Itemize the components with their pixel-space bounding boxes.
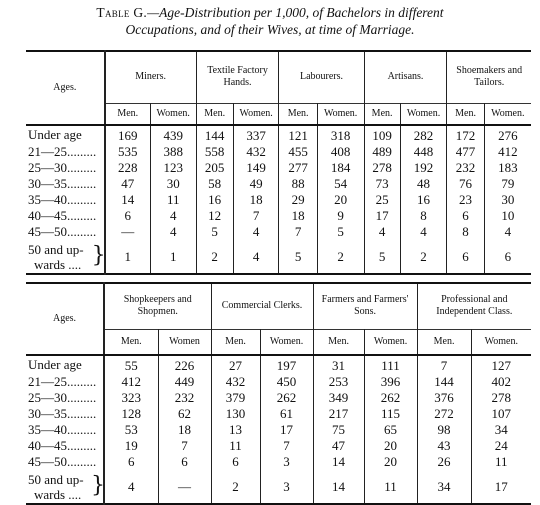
men-value-cell: 5	[364, 240, 400, 274]
row-label-line: wards ....	[34, 486, 82, 502]
men-value-cell: 172	[447, 125, 484, 144]
table-row	[26, 176, 531, 192]
men-value-cell: 455	[279, 144, 317, 160]
men-value-cell: 4	[104, 470, 158, 504]
men-value-cell: 376	[417, 390, 471, 406]
men-subheader: Men.	[211, 329, 260, 355]
women-value-cell: 48	[400, 176, 447, 192]
men-value-cell: 29	[279, 192, 317, 208]
table-row	[26, 192, 531, 208]
women-value-cell: 127	[471, 355, 531, 374]
women-value-cell: 7	[158, 438, 211, 454]
men-subheader: Men.	[447, 103, 484, 125]
table-row	[26, 224, 531, 240]
men-value-cell: 2	[211, 470, 260, 504]
women-value-cell: 10	[484, 208, 531, 224]
men-value-cell: 379	[211, 390, 260, 406]
women-value-cell: 3	[260, 470, 313, 504]
men-value-cell: 53	[104, 422, 158, 438]
men-value-cell: 14	[313, 470, 364, 504]
women-value-cell: 123	[150, 160, 196, 176]
men-value-cell: 47	[313, 438, 364, 454]
men-value-cell: 432	[211, 374, 260, 390]
men-subheader: Men.	[196, 103, 233, 125]
women-value-cell: 396	[364, 374, 417, 390]
men-subheader: Men.	[417, 329, 471, 355]
men-value-cell: 6	[105, 208, 151, 224]
men-value-cell: 8	[447, 224, 484, 240]
women-value-cell: 107	[471, 406, 531, 422]
group-header: Commercial Clerks.	[211, 283, 313, 329]
women-value-cell: 5	[317, 224, 364, 240]
row-label: 35—40.........	[28, 422, 97, 437]
table-row	[26, 208, 531, 224]
group-header: Farmers and Farmers' Sons.	[313, 283, 417, 329]
women-value-cell: 450	[260, 374, 313, 390]
men-value-cell: 323	[104, 390, 158, 406]
women-value-cell: 17	[471, 470, 531, 504]
men-value-cell: 19	[104, 438, 158, 454]
row-label	[26, 240, 105, 274]
men-value-cell: 558	[196, 144, 233, 160]
table-row	[26, 160, 531, 176]
women-value-cell: —	[158, 470, 211, 504]
women-value-cell: 65	[364, 422, 417, 438]
men-value-cell: 14	[105, 192, 151, 208]
men-value-cell: 26	[417, 454, 471, 470]
women-value-cell: 318	[317, 125, 364, 144]
women-value-cell: 262	[260, 390, 313, 406]
women-value-cell: 4	[233, 240, 279, 274]
women-value-cell: 4	[150, 208, 196, 224]
women-value-cell: 49	[233, 176, 279, 192]
women-value-cell: 276	[484, 125, 531, 144]
men-value-cell: 43	[417, 438, 471, 454]
brace-icon: }	[91, 473, 105, 498]
table-caption	[0, 4, 540, 38]
table-row	[26, 422, 531, 438]
men-value-cell: 272	[417, 406, 471, 422]
men-value-cell: 7	[417, 355, 471, 374]
table-row	[26, 390, 531, 406]
group-header: Textile Factory Hands.	[196, 51, 279, 103]
women-value-cell: 4	[233, 224, 279, 240]
men-value-cell: 55	[104, 355, 158, 374]
women-value-cell: 61	[260, 406, 313, 422]
row-label: 45—50.........	[28, 454, 97, 469]
group-header: Professional and Independent Class.	[417, 283, 531, 329]
women-value-cell: 16	[400, 192, 447, 208]
table-row	[26, 454, 531, 470]
men-value-cell: 217	[313, 406, 364, 422]
women-value-cell: 30	[150, 176, 196, 192]
women-value-cell: 1	[150, 240, 196, 274]
row-label: 30—35.........	[28, 176, 97, 191]
men-value-cell: 144	[417, 374, 471, 390]
women-value-cell: 18	[233, 192, 279, 208]
women-value-cell: 30	[484, 192, 531, 208]
women-value-cell: 432	[233, 144, 279, 160]
table-row	[26, 470, 531, 504]
men-value-cell: 7	[279, 224, 317, 240]
women-value-cell: 17	[260, 422, 313, 438]
women-value-cell: 11	[364, 470, 417, 504]
row-label-line: 50 and up-	[28, 241, 84, 257]
men-value-cell: 18	[279, 208, 317, 224]
brace-icon: }	[91, 243, 106, 268]
women-subheader: Women.	[260, 329, 313, 355]
row-label: 25—30.........	[28, 390, 97, 405]
men-value-cell: 6	[104, 454, 158, 470]
men-value-cell: 2	[196, 240, 233, 274]
group-header: Shoemakers and Tailors.	[447, 51, 531, 103]
ages-header: Ages.	[26, 51, 105, 125]
men-value-cell: 489	[364, 144, 400, 160]
group-header: Shopkeepers and Shopmen.	[104, 283, 211, 329]
women-value-cell: 2	[317, 240, 364, 274]
women-value-cell: 412	[484, 144, 531, 160]
men-value-cell: 277	[279, 160, 317, 176]
men-value-cell: —	[105, 224, 151, 240]
men-value-cell: 75	[313, 422, 364, 438]
women-value-cell: 282	[400, 125, 447, 144]
group-header: Artisans.	[364, 51, 447, 103]
women-value-cell: 402	[471, 374, 531, 390]
women-value-cell: 6	[158, 454, 211, 470]
men-subheader: Men.	[279, 103, 317, 125]
row-label: 30—35.........	[28, 406, 97, 421]
table-row	[26, 438, 531, 454]
women-value-cell: 8	[400, 208, 447, 224]
men-value-cell: 4	[364, 224, 400, 240]
table-row	[26, 355, 531, 374]
women-value-cell: 24	[471, 438, 531, 454]
men-value-cell: 31	[313, 355, 364, 374]
caption-line-1: —Age-Distribution per 1,000, of Bachelors in different	[147, 5, 444, 20]
women-subheader: Women.	[400, 103, 447, 125]
men-value-cell: 128	[104, 406, 158, 422]
men-value-cell: 76	[447, 176, 484, 192]
men-value-cell: 5	[196, 224, 233, 240]
women-value-cell: 232	[158, 390, 211, 406]
row-label: 21—25.........	[28, 144, 97, 159]
men-value-cell: 535	[105, 144, 151, 160]
men-value-cell: 6	[447, 208, 484, 224]
table-row	[26, 374, 531, 390]
women-value-cell: 3	[260, 454, 313, 470]
women-value-cell: 408	[317, 144, 364, 160]
men-value-cell: 412	[104, 374, 158, 390]
women-value-cell: 7	[260, 438, 313, 454]
men-value-cell: 130	[211, 406, 260, 422]
men-value-cell: 144	[196, 125, 233, 144]
men-value-cell: 73	[364, 176, 400, 192]
table-row	[26, 406, 531, 422]
women-value-cell: 149	[233, 160, 279, 176]
women-value-cell: 388	[150, 144, 196, 160]
men-value-cell: 205	[196, 160, 233, 176]
men-value-cell: 13	[211, 422, 260, 438]
women-value-cell: 448	[400, 144, 447, 160]
women-value-cell: 226	[158, 355, 211, 374]
women-value-cell: 115	[364, 406, 417, 422]
women-value-cell: 4	[150, 224, 196, 240]
women-value-cell: 20	[364, 438, 417, 454]
men-subheader: Men.	[104, 329, 158, 355]
men-value-cell: 477	[447, 144, 484, 160]
men-value-cell: 23	[447, 192, 484, 208]
men-subheader: Men.	[364, 103, 400, 125]
men-value-cell: 232	[447, 160, 484, 176]
women-value-cell: 278	[471, 390, 531, 406]
women-subheader: Women.	[317, 103, 364, 125]
table-2-body	[26, 355, 531, 504]
women-value-cell: 4	[484, 224, 531, 240]
women-value-cell: 79	[484, 176, 531, 192]
women-subheader: Women	[158, 329, 211, 355]
men-value-cell: 5	[279, 240, 317, 274]
row-label-line: 50 and up-	[28, 471, 84, 487]
men-value-cell: 34	[417, 470, 471, 504]
row-label-line: wards ....	[34, 256, 82, 272]
table-1	[26, 50, 531, 275]
row-label: Under age	[28, 357, 82, 372]
row-label: Under age	[28, 127, 82, 142]
row-label: 40—45.........	[28, 438, 97, 453]
men-value-cell: 11	[211, 438, 260, 454]
women-value-cell: 4	[400, 224, 447, 240]
women-value-cell: 439	[150, 125, 196, 144]
women-value-cell: 7	[233, 208, 279, 224]
women-value-cell: 20	[317, 192, 364, 208]
row-label: 45—50.........	[28, 224, 97, 239]
men-value-cell: 25	[364, 192, 400, 208]
women-value-cell: 54	[317, 176, 364, 192]
women-subheader: Women.	[364, 329, 417, 355]
men-value-cell: 12	[196, 208, 233, 224]
women-subheader: Women.	[233, 103, 279, 125]
men-value-cell: 47	[105, 176, 151, 192]
women-subheader: Women.	[471, 329, 531, 355]
women-value-cell: 18	[158, 422, 211, 438]
women-value-cell: 34	[471, 422, 531, 438]
row-label: 40—45.........	[28, 208, 97, 223]
women-value-cell: 9	[317, 208, 364, 224]
women-value-cell: 184	[317, 160, 364, 176]
women-value-cell: 20	[364, 454, 417, 470]
men-value-cell: 17	[364, 208, 400, 224]
men-value-cell: 16	[196, 192, 233, 208]
row-label: 21—25.........	[28, 374, 97, 389]
women-value-cell: 62	[158, 406, 211, 422]
women-value-cell: 11	[150, 192, 196, 208]
table-label: Table G.	[96, 5, 148, 20]
row-label: 35—40.........	[28, 192, 97, 207]
men-value-cell: 228	[105, 160, 151, 176]
men-value-cell: 58	[196, 176, 233, 192]
table-2	[26, 282, 531, 505]
women-value-cell: 111	[364, 355, 417, 374]
men-value-cell: 14	[313, 454, 364, 470]
group-header: Labourers.	[279, 51, 364, 103]
women-subheader: Women.	[150, 103, 196, 125]
men-value-cell: 109	[364, 125, 400, 144]
ages-header: Ages.	[26, 283, 104, 355]
women-value-cell: 183	[484, 160, 531, 176]
men-value-cell: 98	[417, 422, 471, 438]
group-header: Miners.	[105, 51, 196, 103]
women-value-cell: 337	[233, 125, 279, 144]
women-value-cell: 11	[471, 454, 531, 470]
men-value-cell: 278	[364, 160, 400, 176]
men-value-cell: 349	[313, 390, 364, 406]
men-subheader: Men.	[313, 329, 364, 355]
table-1-body	[26, 125, 531, 274]
men-value-cell: 6	[447, 240, 484, 274]
caption-line-2: Occupations, and of their Wives, at time of Marriage.	[125, 22, 415, 37]
women-value-cell: 197	[260, 355, 313, 374]
men-value-cell: 6	[211, 454, 260, 470]
table-row	[26, 240, 531, 274]
women-value-cell: 192	[400, 160, 447, 176]
men-value-cell: 88	[279, 176, 317, 192]
women-value-cell: 262	[364, 390, 417, 406]
row-label	[26, 470, 104, 504]
men-value-cell: 121	[279, 125, 317, 144]
row-label: 25—30.........	[28, 160, 97, 175]
women-value-cell: 6	[484, 240, 531, 274]
men-value-cell: 169	[105, 125, 151, 144]
men-value-cell: 1	[105, 240, 151, 274]
men-subheader: Men.	[105, 103, 151, 125]
women-subheader: Women.	[484, 103, 531, 125]
table-row	[26, 125, 531, 144]
men-value-cell: 253	[313, 374, 364, 390]
men-value-cell: 27	[211, 355, 260, 374]
women-value-cell: 449	[158, 374, 211, 390]
table-row	[26, 144, 531, 160]
women-value-cell: 2	[400, 240, 447, 274]
